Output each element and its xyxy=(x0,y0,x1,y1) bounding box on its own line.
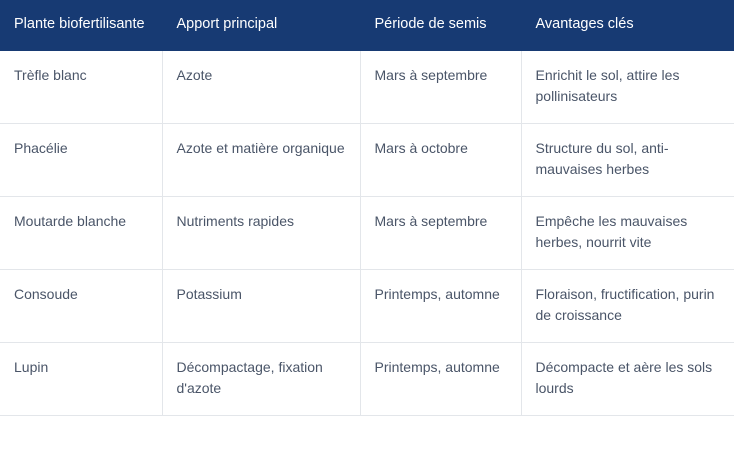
cell-plante: Trèfle blanc xyxy=(0,51,162,124)
table-row xyxy=(0,51,734,124)
column-header-apport: Apport principal xyxy=(162,0,360,51)
cell-periode: Printemps, automne xyxy=(360,343,521,416)
cell-avantages: Structure du sol, anti-mauvaises herbes xyxy=(521,124,734,197)
cell-periode: Printemps, automne xyxy=(360,270,521,343)
table-row xyxy=(0,124,734,197)
cell-apport: Potassium xyxy=(162,270,360,343)
table-header-row xyxy=(0,0,734,51)
table-header xyxy=(0,0,734,51)
cell-apport: Azote et matière organique xyxy=(162,124,360,197)
column-header-plante: Plante biofertilisante xyxy=(0,0,162,51)
cell-periode: Mars à septembre xyxy=(360,51,521,124)
cell-plante: Phacélie xyxy=(0,124,162,197)
cell-avantages: Floraison, fructification, purin de croissance xyxy=(521,270,734,343)
cell-apport: Azote xyxy=(162,51,360,124)
cell-plante: Lupin xyxy=(0,343,162,416)
cell-periode: Mars à septembre xyxy=(360,197,521,270)
cell-apport: Nutriments rapides xyxy=(162,197,360,270)
cell-avantages: Décompacte et aère les sols lourds xyxy=(521,343,734,416)
cell-plante: Consoude xyxy=(0,270,162,343)
column-header-periode: Période de semis xyxy=(360,0,521,51)
table-body xyxy=(0,51,734,416)
column-header-avantages: Avantages clés xyxy=(521,0,734,51)
table-row xyxy=(0,270,734,343)
cell-avantages: Empêche les mauvaises herbes, nourrit vite xyxy=(521,197,734,270)
table-row xyxy=(0,197,734,270)
cell-periode: Mars à octobre xyxy=(360,124,521,197)
cell-avantages: Enrichit le sol, attire les pollinisateurs xyxy=(521,51,734,124)
table-row xyxy=(0,343,734,416)
cell-apport: Décompactage, fixation d'azote xyxy=(162,343,360,416)
cell-plante: Moutarde blanche xyxy=(0,197,162,270)
